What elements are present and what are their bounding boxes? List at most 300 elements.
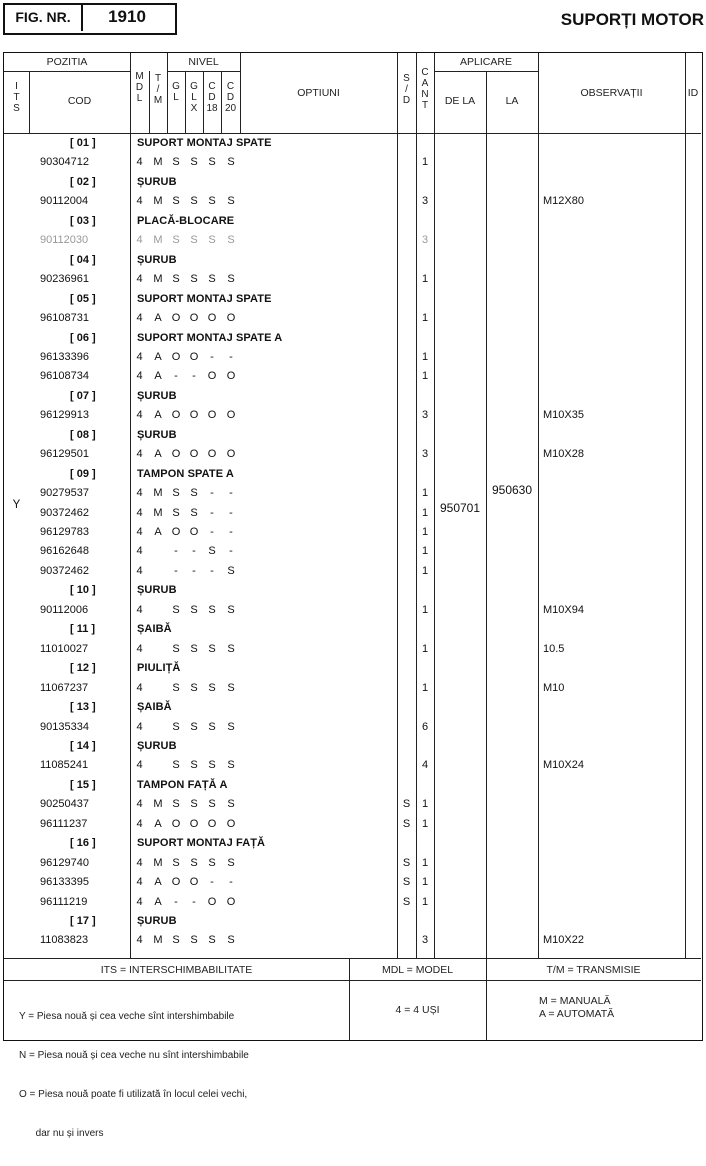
observatii-value: 10.5 <box>543 642 565 655</box>
nivel-value: S <box>172 273 180 286</box>
nivel-value: O <box>207 895 217 908</box>
table-row <box>4 640 701 660</box>
tm-value: A <box>154 817 162 830</box>
mdl-value: 4 <box>136 234 143 247</box>
part-code: 96108734 <box>40 370 89 383</box>
nivel-value: S <box>190 603 198 616</box>
nivel-header: NIVEL <box>188 56 219 68</box>
table-row <box>4 309 701 329</box>
mdl-value: 4 <box>136 681 143 694</box>
table-row <box>4 484 701 504</box>
part-code: 96129501 <box>40 448 89 461</box>
glx-header: G L X <box>190 81 198 114</box>
nivel-value: - <box>229 506 233 519</box>
cant-value: 3 <box>421 195 429 208</box>
mdl-value: 4 <box>136 487 143 500</box>
nivel-value: S <box>190 156 198 169</box>
group-name: ȘAIBĂ <box>137 701 172 714</box>
sd-value: S <box>402 817 411 830</box>
nivel-value: - <box>210 876 214 889</box>
tm-value: A <box>154 876 162 889</box>
part-code: 90372462 <box>40 506 89 519</box>
table-row <box>4 504 701 524</box>
nivel-value: S <box>172 195 180 208</box>
table-row <box>4 348 701 368</box>
part-code: 90112030 <box>40 234 89 247</box>
nivel-value: - <box>192 370 196 383</box>
nivel-value: O <box>207 409 217 422</box>
nivel-value: O <box>226 370 236 383</box>
table-row <box>4 406 701 426</box>
group-name: SUPORT MONTAJ SPATE <box>137 137 272 149</box>
part-code: 96108731 <box>40 312 89 325</box>
mdl-value: 4 <box>136 506 143 519</box>
nivel-value: S <box>227 681 235 694</box>
aplicare-dela-value: 950701 <box>439 501 481 515</box>
group-row <box>4 290 701 310</box>
observatii-value: M10 <box>543 681 565 694</box>
group-name: ȘURUB <box>137 253 177 266</box>
nivel-value: - <box>210 487 214 500</box>
nivel-value: S <box>190 934 198 947</box>
nivel-value: O <box>226 448 236 461</box>
part-code: 96129913 <box>40 409 89 422</box>
figure-number: 1910 <box>108 7 146 26</box>
part-code: 90279537 <box>40 487 89 500</box>
dela-header: DE LA <box>444 95 476 107</box>
group-name: ȘURUB <box>137 584 177 597</box>
group-number: [ 07 ] <box>70 389 96 402</box>
nivel-value: S <box>172 856 180 869</box>
tm-value: A <box>154 895 162 908</box>
part-code: 90236961 <box>40 273 89 286</box>
table-row <box>4 367 701 387</box>
table-row <box>4 679 701 699</box>
mdl-header: M D L <box>135 71 144 104</box>
nivel-value: S <box>172 506 180 519</box>
part-code: 96133395 <box>40 876 89 889</box>
table-row <box>4 893 701 913</box>
its-marker: Y <box>12 499 21 511</box>
table-row <box>4 270 701 290</box>
cant-value: 3 <box>421 409 429 422</box>
group-row <box>4 620 701 640</box>
group-row <box>4 698 701 718</box>
group-name: SUPORT MONTAJ SPATE A <box>137 331 283 344</box>
mdl-value: 4 <box>136 350 143 363</box>
part-code: 96111237 <box>40 817 88 830</box>
nivel-value: O <box>226 312 236 325</box>
tm-value: A <box>154 409 162 422</box>
nivel-value: S <box>208 273 216 286</box>
nivel-value: S <box>208 759 216 772</box>
nivel-value: O <box>171 526 181 538</box>
group-number: [ 13 ] <box>70 701 96 714</box>
mdl-value: 4 <box>136 370 143 383</box>
part-code: 11083823 <box>40 934 89 947</box>
nivel-value: - <box>210 564 214 577</box>
nivel-value: S <box>172 798 180 811</box>
nivel-value: - <box>192 895 196 908</box>
nivel-value: O <box>189 350 199 363</box>
cant-value: 6 <box>421 720 429 733</box>
nivel-value: - <box>229 350 233 363</box>
nivel-value: S <box>190 506 198 519</box>
nivel-value: S <box>208 234 216 247</box>
nivel-value: - <box>229 876 233 889</box>
table-row <box>4 756 701 776</box>
part-code: 96111219 <box>40 895 88 908</box>
cant-value: 1 <box>421 895 429 908</box>
table-row <box>4 815 701 835</box>
parts-table <box>3 52 703 1139</box>
group-number: [ 17 ] <box>70 915 96 927</box>
legend-mdl-title: MDL = MODEL <box>381 964 454 976</box>
part-code: 90250437 <box>40 798 89 811</box>
nivel-value: O <box>189 409 199 422</box>
nivel-value: S <box>190 720 198 733</box>
cant-value: 3 <box>421 934 429 947</box>
nivel-value: S <box>227 195 235 208</box>
optiuni-header: OPTIUNI <box>297 87 340 99</box>
group-number: [ 04 ] <box>70 253 96 266</box>
observatii-value: M10X94 <box>543 603 584 616</box>
observatii-value: M10X35 <box>543 409 584 422</box>
nivel-value: S <box>172 642 180 655</box>
table-row <box>4 795 701 815</box>
nivel-value: O <box>189 876 199 889</box>
group-number: [ 05 ] <box>70 292 96 305</box>
group-row <box>4 251 701 271</box>
nivel-value: O <box>189 312 199 325</box>
cant-value: 1 <box>421 273 429 286</box>
table-row <box>4 718 701 738</box>
nivel-value: S <box>227 603 235 616</box>
group-row <box>4 737 701 757</box>
group-name: PLACĂ-BLOCARE <box>137 214 235 227</box>
nivel-value: O <box>171 876 181 889</box>
nivel-value: S <box>208 856 216 869</box>
nivel-value: O <box>171 817 181 830</box>
part-code: 96162648 <box>40 545 89 558</box>
nivel-value: S <box>172 156 180 169</box>
sd-value: S <box>402 798 411 811</box>
tm-value: M <box>153 506 163 519</box>
nivel-value: S <box>208 545 216 558</box>
nivel-value: S <box>190 642 198 655</box>
figure-label: FIG. NR. <box>5 3 83 31</box>
nivel-value: S <box>172 681 180 694</box>
mdl-value: 4 <box>136 876 143 889</box>
mdl-value: 4 <box>136 273 143 286</box>
nivel-value: O <box>171 312 181 325</box>
group-number: [ 06 ] <box>70 331 96 344</box>
mdl-value: 4 <box>136 759 143 772</box>
nivel-value: O <box>226 895 236 908</box>
its-header: I T S <box>13 81 20 114</box>
gl-header: G L <box>172 81 180 103</box>
mdl-value: 4 <box>136 409 143 422</box>
tm-value: M <box>153 273 163 286</box>
group-name: ȘURUB <box>137 389 177 402</box>
cant-value: 1 <box>421 506 429 519</box>
nivel-value: O <box>207 448 217 461</box>
table-row <box>4 562 701 582</box>
mdl-value: 4 <box>136 642 143 655</box>
nivel-value: S <box>172 934 180 947</box>
nivel-value: O <box>207 817 217 830</box>
table-row <box>4 192 701 212</box>
tm-value: M <box>153 798 163 811</box>
nivel-value: S <box>208 934 216 947</box>
cant-value: 1 <box>421 312 429 325</box>
group-name: ȘURUB <box>137 428 177 441</box>
nivel-value: S <box>190 798 198 811</box>
part-code: 11067237 <box>40 681 89 694</box>
cod-header: COD <box>67 95 92 107</box>
mdl-value: 4 <box>136 448 143 461</box>
nivel-value: S <box>190 195 198 208</box>
group-number: [ 16 ] <box>70 837 96 850</box>
part-code: 11085241 <box>40 759 89 772</box>
mdl-value: 4 <box>136 564 143 577</box>
cant-value: 1 <box>421 817 429 830</box>
cant-value: 1 <box>421 798 429 811</box>
group-number: [ 03 ] <box>70 214 96 227</box>
nivel-value: S <box>172 487 180 500</box>
legend-its-lines: Y = Piesa nouă și cea veche sînt intershimbabile N = Piesa nouă și cea veche nu sînt intershimbabile O = Piesa nouă poate fi utilizată în locul celei vechi, dar nu și invers <box>19 1011 249 1139</box>
part-code: 96133396 <box>40 350 89 363</box>
nivel-value: S <box>208 195 216 208</box>
page-title: SUPORȚI MOTOR <box>560 10 704 29</box>
group-name: TAMPON SPATE A <box>137 467 234 480</box>
nivel-value: O <box>189 817 199 830</box>
legend-tm-lines: M = MANUALĂ A = AUTOMATĂ <box>539 995 615 1020</box>
nivel-value: S <box>227 856 235 869</box>
nivel-value: - <box>174 370 178 383</box>
cant-value: 1 <box>421 642 429 655</box>
cant-value: 1 <box>421 681 429 694</box>
id-header: ID <box>687 87 699 99</box>
group-name: ȘURUB <box>137 915 177 927</box>
tm-value: A <box>154 370 162 383</box>
nivel-value: - <box>210 526 214 538</box>
table-row <box>4 445 701 465</box>
nivel-value: O <box>189 526 199 538</box>
cant-header: C A N T <box>421 67 429 111</box>
nivel-value: S <box>208 603 216 616</box>
part-code: 11010027 <box>40 642 89 655</box>
nivel-value: S <box>190 759 198 772</box>
nivel-value: - <box>174 895 178 908</box>
part-code: 90112004 <box>40 195 89 208</box>
mdl-value: 4 <box>136 312 143 325</box>
part-code: 90372462 <box>40 564 89 577</box>
cant-value: 1 <box>421 564 429 577</box>
legend-mdl-value: 4 = 4 UȘI <box>395 1004 440 1016</box>
tm-header: T / M <box>153 73 163 106</box>
group-name: ȘAIBĂ <box>137 623 172 636</box>
mdl-value: 4 <box>136 720 143 733</box>
mdl-value: 4 <box>136 856 143 869</box>
cd20-header: C D 20 <box>224 81 237 114</box>
nivel-value: O <box>171 448 181 461</box>
nivel-value: O <box>171 350 181 363</box>
group-name: ȘURUB <box>137 739 177 752</box>
la-header: LA <box>505 95 519 107</box>
sd-value: S <box>402 876 411 889</box>
tm-value: A <box>154 448 162 461</box>
tm-value: A <box>154 526 162 538</box>
nivel-value: S <box>208 642 216 655</box>
nivel-value: - <box>229 487 233 500</box>
observatii-value: M10X28 <box>543 448 584 461</box>
mdl-value: 4 <box>136 798 143 811</box>
tm-value: A <box>154 350 162 363</box>
sd-header: S / D <box>402 73 411 106</box>
cd18-header: C D 18 <box>206 81 218 114</box>
table-row <box>4 542 701 562</box>
nivel-value: O <box>171 409 181 422</box>
table-row <box>4 523 701 543</box>
nivel-value: S <box>227 798 235 811</box>
group-number: [ 14 ] <box>70 739 96 752</box>
cant-value: 1 <box>421 350 429 363</box>
nivel-value: S <box>172 234 180 247</box>
group-row <box>4 581 701 601</box>
group-name: ȘURUB <box>137 175 177 188</box>
table-row <box>4 873 701 893</box>
mdl-value: 4 <box>136 545 143 558</box>
nivel-value: S <box>227 564 235 577</box>
group-row <box>4 776 701 796</box>
cant-value: 1 <box>421 526 429 538</box>
cant-value: 1 <box>421 487 429 500</box>
tm-value: M <box>153 195 163 208</box>
nivel-value: S <box>190 273 198 286</box>
nivel-value: S <box>190 856 198 869</box>
nivel-value: - <box>174 545 178 558</box>
nivel-value: S <box>190 487 198 500</box>
sd-value: S <box>402 856 411 869</box>
cant-value: 1 <box>421 545 429 558</box>
nivel-value: O <box>207 370 217 383</box>
part-code: 96129783 <box>40 526 89 538</box>
nivel-value: O <box>207 312 217 325</box>
group-row <box>4 912 701 932</box>
group-number: [ 15 ] <box>70 778 96 791</box>
observatii-value: M10X22 <box>543 934 584 947</box>
group-row <box>4 387 701 407</box>
sd-value: S <box>402 895 411 908</box>
mdl-value: 4 <box>136 934 143 947</box>
group-number: [ 08 ] <box>70 428 96 441</box>
legend-tm-title: T/M = TRANSMISIE <box>546 964 641 976</box>
cant-value: 1 <box>421 876 429 889</box>
nivel-value: O <box>226 409 236 422</box>
nivel-value: - <box>192 545 196 558</box>
nivel-value: S <box>190 681 198 694</box>
aplicare-header: APLICARE <box>460 56 512 68</box>
group-row <box>4 212 701 232</box>
observatii-value: M12X80 <box>543 195 584 208</box>
aplicare-la-value: 950630 <box>491 483 533 497</box>
part-code: 90135334 <box>40 720 89 733</box>
group-name: SUPORT MONTAJ FAȚĂ <box>137 837 266 850</box>
nivel-value: - <box>229 526 233 538</box>
legend-its-title: ITS = INTERSCHIMBABILITATE <box>100 964 253 976</box>
table-row <box>4 153 701 173</box>
observatii-header: OBSERVAȚII <box>580 87 643 99</box>
group-row <box>4 465 701 485</box>
nivel-value: S <box>227 642 235 655</box>
tm-value: A <box>154 312 162 325</box>
nivel-value: S <box>227 273 235 286</box>
parts-rows <box>4 132 701 958</box>
nivel-value: S <box>172 720 180 733</box>
group-row <box>4 173 701 193</box>
table-row <box>4 601 701 621</box>
nivel-value: - <box>192 564 196 577</box>
pozitia-header: POZITIA <box>46 56 88 68</box>
group-row <box>4 659 701 679</box>
nivel-value: S <box>227 759 235 772</box>
group-number: [ 11 ] <box>70 623 96 636</box>
part-code: 90304712 <box>40 156 89 169</box>
observatii-value: M10X24 <box>543 759 584 772</box>
group-name: TAMPON FAȚĂ A <box>137 778 228 791</box>
group-number: [ 01 ] <box>70 137 96 149</box>
table-row <box>4 931 701 951</box>
nivel-value: S <box>208 681 216 694</box>
mdl-value: 4 <box>136 195 143 208</box>
group-row <box>4 134 701 154</box>
group-number: [ 10 ] <box>70 584 96 597</box>
nivel-value: O <box>226 817 236 830</box>
group-name: PIULIȚĂ <box>137 662 181 675</box>
table-row <box>4 854 701 874</box>
nivel-value: S <box>227 234 235 247</box>
nivel-value: - <box>229 545 233 558</box>
tm-value: M <box>153 487 163 500</box>
tm-value: M <box>153 234 163 247</box>
part-code: 96129740 <box>40 856 89 869</box>
group-row <box>4 834 701 854</box>
cant-value: 1 <box>421 856 429 869</box>
tm-value: M <box>153 156 163 169</box>
nivel-value: S <box>208 720 216 733</box>
nivel-value: - <box>210 350 214 363</box>
nivel-value: S <box>227 156 235 169</box>
cant-value: 1 <box>421 370 429 383</box>
nivel-value: - <box>210 506 214 519</box>
table-row <box>4 231 701 251</box>
mdl-value: 4 <box>136 156 143 169</box>
group-number: [ 02 ] <box>70 175 96 188</box>
nivel-value: S <box>227 720 235 733</box>
cant-value: 1 <box>421 156 429 169</box>
mdl-value: 4 <box>136 526 143 538</box>
tm-value: M <box>153 934 163 947</box>
mdl-value: 4 <box>136 603 143 616</box>
legend-divider <box>4 980 701 981</box>
cant-value: 3 <box>421 234 429 247</box>
nivel-value: S <box>208 156 216 169</box>
nivel-value: S <box>190 234 198 247</box>
group-number: [ 12 ] <box>70 662 96 675</box>
cant-value: 4 <box>421 759 429 772</box>
mdl-value: 4 <box>136 895 143 908</box>
